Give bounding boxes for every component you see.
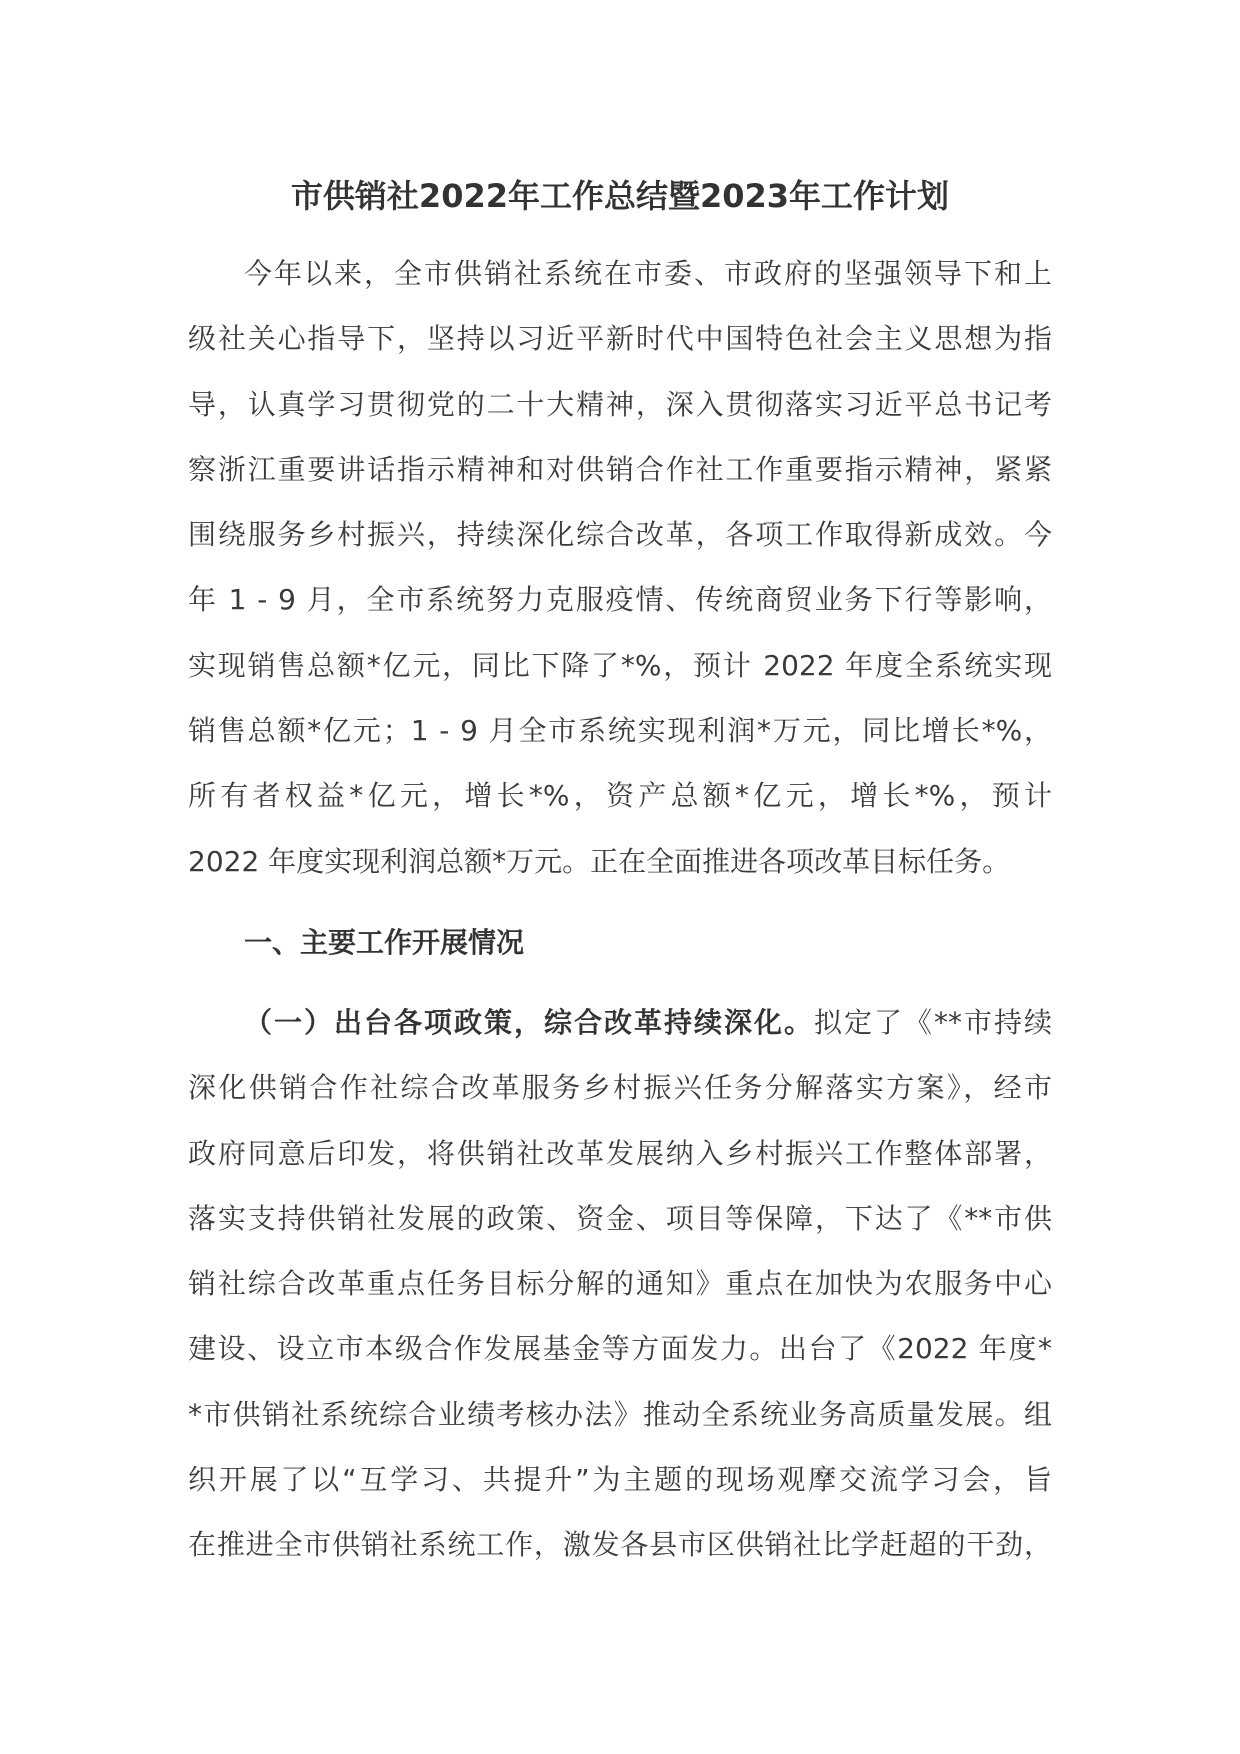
text-line: 2022 年度实现利润总额*万元。正在全面推进各项改革目标任务。 <box>188 844 1011 878</box>
subsection-paragraph <box>188 990 1052 1578</box>
section-heading: 一、主要工作开展情况 <box>244 926 525 959</box>
text-line: 织开展了以“互学习、共提升”为主题的现场观摩交流学习会，旨 <box>188 1463 1052 1497</box>
document-title: 市供销社2022年工作总结暨2023年工作计划 <box>290 177 950 215</box>
text-line: 察浙江重要讲话指示精神和对供销合作社工作重要指示精神，紧紧 <box>188 452 1052 486</box>
text-run: 拟定了《**市持续 <box>813 1006 1052 1039</box>
text-line: 深化供销合作社综合改革服务乡村振兴任务分解落实方案》，经市 <box>188 1071 1052 1105</box>
text-line: 建设、设立市本级合作发展基金等方面发力。出台了《2022 年度* <box>188 1332 1052 1366</box>
text-line: *市供销社系统综合业绩考核办法》推动全系统业务高质量发展。组 <box>188 1397 1052 1431</box>
subsection-lead: （一）出台各项政策，综合改革持续深化。 <box>244 1006 814 1039</box>
text-line: 落实支持供销社发展的政策、资金、项目等保障，下达了《**市供 <box>188 1201 1052 1235</box>
text-line: 在推进全市供销社系统工作，激发各县市区供销社比学赶超的干劲， <box>188 1528 1052 1562</box>
text-line: 年 1 - 9 月，全市系统努力克服疫情、传统商贸业务下行等影响， <box>188 583 1052 617</box>
text-line: 实现销售总额*亿元，同比下降了*%，预计 2022 年度全系统实现 <box>188 648 1052 682</box>
text-line: 级社关心指导下，坚持以习近平新时代中国特色社会主义思想为指 <box>188 322 1052 356</box>
text-line: 今年以来，全市供销社系统在市委、市政府的坚强领导下和上 <box>244 257 1052 290</box>
text-line: 所有者权益*亿元，增长*%，资产总额*亿元，增长*%，预计 <box>188 779 1052 813</box>
text-line: 政府同意后印发，将供销社改革发展纳入乡村振兴工作整体部署， <box>188 1136 1052 1170</box>
text-line: 销社综合改革重点任务目标分解的通知》重点在加快为农服务中心 <box>188 1267 1052 1301</box>
intro-paragraph <box>188 241 1052 894</box>
text-line: 销售总额*亿元；1 - 9 月全市系统实现利润*万元，同比增长*%， <box>188 714 1052 748</box>
text-line: 围绕服务乡村振兴，持续深化综合改革，各项工作取得新成效。今 <box>188 518 1052 552</box>
text-line: 导，认真学习贯彻党的二十大精神，深入贯彻落实习近平总书记考 <box>188 387 1052 421</box>
text-line <box>188 990 1052 1055</box>
